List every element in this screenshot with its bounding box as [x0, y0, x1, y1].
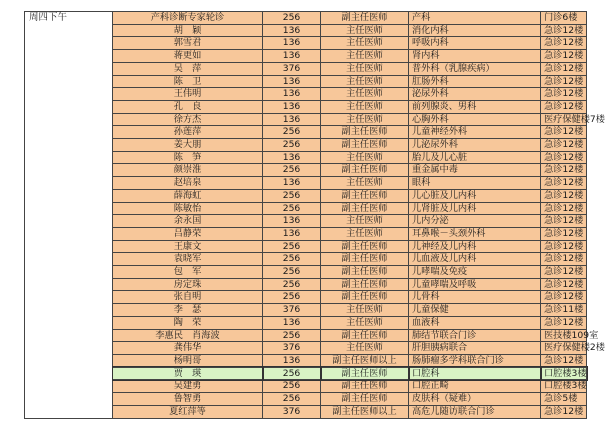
location-cell: 急诊12楼	[541, 291, 587, 304]
department-cell: 儿骨科	[409, 291, 541, 304]
location-cell: 急诊12楼	[541, 215, 587, 228]
doctor-name-cell: 吴建勇	[113, 380, 263, 393]
location-cell: 医疗保健楼2楼	[541, 342, 587, 355]
title-cell: 副主任医师	[321, 329, 409, 342]
location-cell: 急诊12楼	[541, 240, 587, 253]
location-cell: 急诊12楼	[541, 126, 587, 139]
location-cell: 急诊12楼	[541, 62, 587, 75]
title-cell: 副主任医师以上	[321, 405, 409, 418]
doctor-name-cell: 鲁智勇	[113, 393, 263, 406]
fee-code-cell: 256	[263, 291, 321, 304]
title-cell: 副主任医师以上	[321, 354, 409, 367]
location-cell: 急诊12楼	[541, 37, 587, 50]
location-cell: 急诊12楼	[541, 227, 587, 240]
fee-code-cell: 136	[263, 151, 321, 164]
fee-code-cell: 136	[263, 316, 321, 329]
doctor-name-cell: 王伟明	[113, 88, 263, 101]
doctor-name-cell: 陶 荣	[113, 316, 263, 329]
schedule-body	[25, 12, 605, 419]
department-cell: 口腔正畸	[409, 380, 541, 393]
title-cell: 主任医师	[321, 24, 409, 37]
department-cell: 胎儿及儿心脏	[409, 151, 541, 164]
doctor-name-cell: 孙莲萍	[113, 126, 263, 139]
fee-code-cell: 256	[263, 202, 321, 215]
fee-code-cell: 256	[263, 164, 321, 177]
doctor-name-cell: 产科诊断专家轮诊	[113, 12, 263, 25]
title-cell: 副主任医师	[321, 139, 409, 152]
department-cell: 儿泌尿外科	[409, 139, 541, 152]
title-cell: 副主任医师	[321, 278, 409, 291]
title-cell: 主任医师	[321, 151, 409, 164]
doctor-name-cell: 吕静荣	[113, 227, 263, 240]
location-cell: 急诊12楼	[541, 202, 587, 215]
location-cell: 急诊12楼	[541, 253, 587, 266]
department-cell: 儿童保健	[409, 304, 541, 317]
location-cell: 急诊12楼	[541, 24, 587, 37]
title-cell: 副主任医师	[321, 393, 409, 406]
location-cell: 急诊12楼	[541, 177, 587, 190]
location-cell: 急诊12楼	[541, 100, 587, 113]
doctor-name-cell: 赵培泉	[113, 177, 263, 190]
title-cell: 主任医师	[321, 100, 409, 113]
fee-code-cell: 256	[263, 266, 321, 279]
fee-code-cell: 256	[263, 278, 321, 291]
department-cell: 消化内科	[409, 24, 541, 37]
doctor-name-cell: 薛海虹	[113, 189, 263, 202]
location-cell: 急诊12楼	[541, 88, 587, 101]
fee-code-cell: 136	[263, 24, 321, 37]
location-cell: 急诊12楼	[541, 316, 587, 329]
location-cell: 急诊12楼	[541, 139, 587, 152]
title-cell: 主任医师	[321, 75, 409, 88]
title-cell: 主任医师	[321, 215, 409, 228]
title-cell: 副主任医师	[321, 189, 409, 202]
fee-code-cell: 256	[263, 189, 321, 202]
department-cell: 儿童哮喘及呼吸	[409, 278, 541, 291]
department-cell: 儿血液及儿内科	[409, 253, 541, 266]
fee-code-cell: 136	[263, 100, 321, 113]
title-cell: 副主任医师	[321, 126, 409, 139]
day-label: 周四下午	[25, 12, 113, 419]
title-cell: 主任医师	[321, 113, 409, 126]
doctor-name-cell: 陈敏怡	[113, 202, 263, 215]
location-cell: 急诊12楼	[541, 164, 587, 177]
title-cell: 主任医师	[321, 304, 409, 317]
location-cell: 急诊12楼	[541, 189, 587, 202]
doctor-name-cell: 徐方杰	[113, 113, 263, 126]
fee-code-cell: 256	[263, 240, 321, 253]
fee-code-cell: 136	[263, 227, 321, 240]
fee-code-cell: 136	[263, 88, 321, 101]
department-cell: 前列腺炎、男科	[409, 100, 541, 113]
department-cell: 泌尿外科	[409, 88, 541, 101]
doctor-name-cell: 胡 颖	[113, 24, 263, 37]
location-cell: 医疗保健楼7楼	[541, 113, 587, 126]
location-cell: 急诊12楼	[541, 266, 587, 279]
fee-code-cell: 256	[263, 139, 321, 152]
doctor-name-cell: 夏红萍等	[113, 405, 263, 418]
title-cell: 副主任医师	[321, 240, 409, 253]
department-cell: 产科	[409, 12, 541, 25]
doctor-name-cell: 蒋更如	[113, 50, 263, 63]
doctor-name-cell: 李 瑟	[113, 304, 263, 317]
department-cell: 肝胆胰病联合	[409, 342, 541, 355]
title-cell: 副主任医师	[321, 253, 409, 266]
department-cell: 心胸外科	[409, 113, 541, 126]
department-cell: 呼吸内科	[409, 37, 541, 50]
department-cell: 口腔科	[409, 367, 541, 380]
title-cell: 副主任医师	[321, 164, 409, 177]
fee-code-cell: 376	[263, 62, 321, 75]
fee-code-cell: 136	[263, 177, 321, 190]
location-cell: 急诊12楼	[541, 50, 587, 63]
doctor-name-cell: 颜崇淮	[113, 164, 263, 177]
fee-code-cell: 256	[263, 393, 321, 406]
doctor-name-cell: 贾 瑛	[113, 367, 263, 380]
location-cell: 急诊12楼	[541, 278, 587, 291]
title-cell: 主任医师	[321, 37, 409, 50]
schedule-table	[24, 11, 605, 419]
title-cell: 副主任医师	[321, 291, 409, 304]
title-cell: 主任医师	[321, 342, 409, 355]
title-cell: 主任医师	[321, 50, 409, 63]
department-cell: 重金属中毒	[409, 164, 541, 177]
department-cell: 肛肠外科	[409, 75, 541, 88]
doctor-name-cell: 张自明	[113, 291, 263, 304]
doctor-name-cell: 王康文	[113, 240, 263, 253]
fee-code-cell: 136	[263, 50, 321, 63]
location-cell: 急诊12楼	[541, 354, 587, 367]
location-cell: 急诊11楼	[541, 304, 587, 317]
fee-code-cell: 256	[263, 253, 321, 266]
doctor-name-cell: 孔 良	[113, 100, 263, 113]
fee-code-cell: 376	[263, 304, 321, 317]
fee-code-cell: 256	[263, 380, 321, 393]
title-cell: 副主任医师	[321, 202, 409, 215]
doctor-name-cell: 姜大朋	[113, 139, 263, 152]
location-cell: 门诊6楼	[541, 12, 587, 25]
location-cell: 急诊5楼	[541, 393, 587, 406]
department-cell: 肺结节联合门诊	[409, 329, 541, 342]
doctor-name-cell: 袁晓军	[113, 253, 263, 266]
department-cell: 儿神经及儿内科	[409, 240, 541, 253]
location-cell: 口腔楼3楼	[541, 367, 587, 380]
department-cell: 儿童神经外科	[409, 126, 541, 139]
fee-code-cell: 256	[263, 367, 321, 380]
fee-code-cell: 136	[263, 215, 321, 228]
location-cell: 急诊12楼	[541, 75, 587, 88]
doctor-name-cell: 陈 笋	[113, 151, 263, 164]
doctor-name-cell: 陈 卫	[113, 75, 263, 88]
doctor-name-cell: 杨明哥	[113, 354, 263, 367]
title-cell: 副主任医师	[321, 12, 409, 25]
location-cell: 急诊12楼	[541, 405, 587, 418]
department-cell: 儿内分泌	[409, 215, 541, 228]
doctor-name-cell: 吴 萍	[113, 62, 263, 75]
department-cell: 儿心脏及儿内科	[409, 189, 541, 202]
location-cell: 医技楼109室	[541, 329, 587, 342]
location-cell: 口腔楼3楼	[541, 380, 587, 393]
department-cell: 肠肺瘤多学科联合门诊	[409, 354, 541, 367]
title-cell: 主任医师	[321, 62, 409, 75]
department-cell: 血液科	[409, 316, 541, 329]
schedule-sheet	[24, 11, 605, 419]
title-cell: 副主任医师	[321, 266, 409, 279]
location-cell: 急诊12楼	[541, 151, 587, 164]
doctor-name-cell: 余永国	[113, 215, 263, 228]
title-cell: 副主任医师	[321, 380, 409, 393]
doctor-name-cell: 李惠民 肖海波	[113, 329, 263, 342]
fee-code-cell: 136	[263, 354, 321, 367]
department-cell: 高危儿随访联合门诊	[409, 405, 541, 418]
title-cell: 副主任医师	[321, 367, 409, 380]
doctor-name-cell: 龚伟华	[113, 342, 263, 355]
fee-code-cell: 376	[263, 405, 321, 418]
department-cell: 眼科	[409, 177, 541, 190]
doctor-name-cell: 郭雪君	[113, 37, 263, 50]
department-cell: 皮肤科（疑难）	[409, 393, 541, 406]
title-cell: 主任医师	[321, 88, 409, 101]
department-cell: 儿肾脏及儿内科	[409, 202, 541, 215]
department-cell: 耳鼻喉－头颈外科	[409, 227, 541, 240]
fee-code-cell: 136	[263, 113, 321, 126]
title-cell: 主任医师	[321, 227, 409, 240]
department-cell: 普外科（乳腺疾病）	[409, 62, 541, 75]
title-cell: 主任医师	[321, 316, 409, 329]
fee-code-cell: 136	[263, 37, 321, 50]
doctor-name-cell: 房定珠	[113, 278, 263, 291]
fee-code-cell: 256	[263, 12, 321, 25]
doctor-name-cell: 包 军	[113, 266, 263, 279]
table-row	[25, 12, 587, 25]
fee-code-cell: 376	[263, 342, 321, 355]
fee-code-cell: 136	[263, 75, 321, 88]
department-cell: 肾内科	[409, 50, 541, 63]
fee-code-cell: 256	[263, 329, 321, 342]
department-cell: 儿哮喘及免疫	[409, 266, 541, 279]
title-cell: 主任医师	[321, 177, 409, 190]
fee-code-cell: 256	[263, 126, 321, 139]
